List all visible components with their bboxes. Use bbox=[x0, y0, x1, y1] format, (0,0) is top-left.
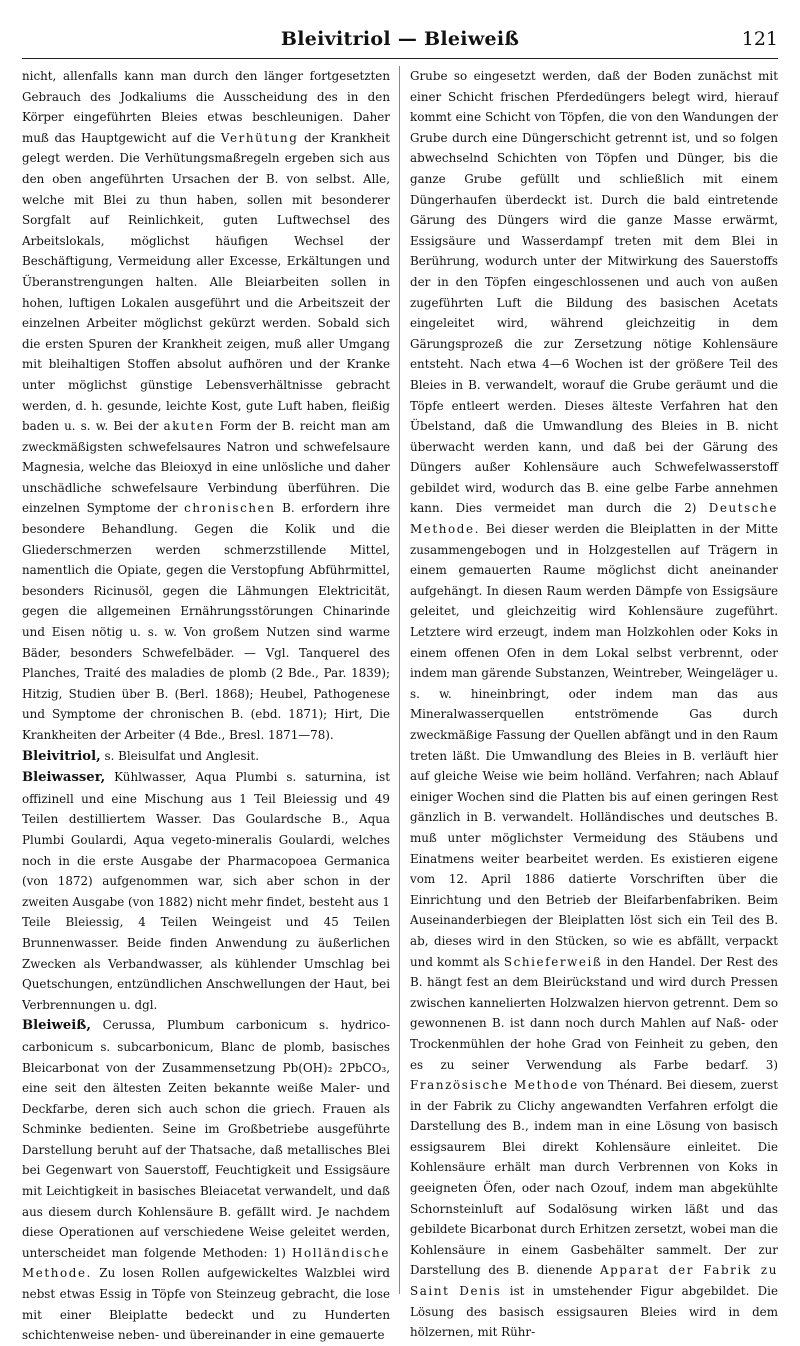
headword: Bleiweiß, bbox=[22, 1018, 91, 1034]
entry-bleiweiss-continued bbox=[410, 66, 778, 1343]
text-run: Bei dieser werden die Bleiplatten in der Mitte zusammengebogen und in Holzgestellen auf Trägern in einem gemauerten Raume möglichst dicht aneinander aufgehängt. In diesen Raum werden Dämpfe von Essigsäure geleitet, und gleichzeitig wird Kohlensäure zugeführt. Letztere wird erzeugt, indem man Holzkohlen oder Koks in einem offenen Ofen in dem Lokal selbst verbrennt, oder indem man gärende Substanzen, Weintreber, Weingeläger u. s. w. hineinbringt, oder indem man das aus Mineralwasserquellen entströmende Gas durch zweckmäßige Fassung der Quellen abfängt und in den Raum treten läßt. Die Umwandlung des Bleies in B. verläuft hier auf gleiche Weise wie beim holländ. Verfahren; nach Ablauf einiger Wochen sind die Platten bis auf einen geringen Rest gänzlich in B. verwandelt. Holländisches und deutsches B. muß unter möglichster Vermeidung des Stäubens und Einatmens weiter bearbeitet werden. Es existieren eigene vom 12. April 1886 datierte Vorschriften über die Einrichtung und den Betrieb der Bleifarbenfabriken. Beim Auseinanderbiegen der Bleiplatten löst sich ein Teil des B. ab, dieses wird in den Stücken, so wie es abfällt, verpackt und kommt als bbox=[410, 522, 778, 969]
right-column bbox=[410, 66, 778, 1340]
text-run: ist in umstehender Figur abgebildet. Die Lösung des basisch essigsauren Bleies wird in dem hölzernen, mit Rühr- bbox=[410, 1284, 778, 1340]
spaced-emphasis: akuten bbox=[163, 419, 215, 434]
entry-bleivitriol bbox=[22, 746, 390, 768]
running-head: Bleivitriol — Bleiweiß bbox=[280, 28, 520, 50]
text-run: von Thénard. Bei diesem, zuerst in der Fabrik zu Clichy angewandten Verfahren erfolgt die Darstellung des B., indem man in eine Lösung von basisch essigsaurem Blei direkt Kohlensäure einleitet. Die Kohlensäure erhält man durch Verbrennen von Koks in geeigneten Öfen, oder nach Ozouf, indem man abgekühlte Schornsteinluft auf Sodalösung wirken läßt und das gebildete Bicarbonat durch Erhitzen zersetzt, wobei man die Kohlensäure in einem Gasbehälter sammelt. Der zur Darstellung des B. dienende bbox=[410, 1078, 778, 1278]
text-run: in den Handel. Der Rest des B. hängt fest an dem Bleirückstand und wird durch Pressen zwischen kannelierten Holzwalzen hiervon getrennt. Dem so gewonnenen B. ist dann noch durch Mahlen auf Naß- oder Trockenmühlen der hohe Grad von Feinheit zu geben, den es zu seiner Verwendung als Farbe bedarf. 3) bbox=[410, 954, 778, 1072]
text-run: Form der B. reicht man am zweckmäßigsten schwefelsaures Natron und schwefelsaure Magnesia, welche das Bleioxyd in eine unlösliche und daher unschädliche schwefelsaure Verbindung überführen. Die einzelnen Symptome der bbox=[22, 419, 390, 516]
text-run: nicht, allenfalls kann man durch den länger fortgesetzten Gebrauch des Jodkaliums die Ausscheidung des in den Körper eingeführten Bleies etwas beschleunigen. Daher muß das Hauptgewicht auf die bbox=[22, 69, 390, 145]
headword: Bleiwasser, bbox=[22, 770, 106, 786]
spaced-emphasis: Schieferweiß bbox=[503, 954, 603, 969]
spaced-emphasis: Französische Methode bbox=[410, 1078, 579, 1093]
text-run: Cerussa, Plumbum carbonicum s. hydrico-carbonicum s. subcarbonicum, Blanc de plomb, basisches Bleicarbonat von der Zusammensetzung Pb(OH)₂ 2PbCO₃, eine seit den ältesten Zeiten bekannte weiße Maler- und Deckfarbe, deren sich auch schon die griech. Frauen als Schminke bedienten. Seine im Großbetriebe ausgeführte Darstellung beruht auf der Thatsache, daß metallisches Blei bei Gegenwart von Sauerstoff, Feuchtigkeit und Essigsäure mit Leichtigkeit in basisches Bleiacetat verwandelt, und daß aus diesem durch Kohlensäure B. gefällt wird. Je nachdem diese Operationen auf verschiedene Weise geleitet werden, unterscheidet man folgende Methoden: 1) bbox=[22, 1018, 390, 1260]
spaced-emphasis: Deutsche Methode. bbox=[410, 501, 778, 537]
entry-bleivergiftung-continued bbox=[22, 66, 390, 746]
page-number: 121 bbox=[741, 28, 778, 50]
spaced-emphasis: Verhütung bbox=[220, 130, 299, 145]
entry-bleiweiss bbox=[22, 1015, 390, 1346]
headword: Bleivitriol, bbox=[22, 748, 101, 764]
text-run: Grube so eingesetzt werden, daß der Boden zunächst mit einer Schicht frischen Pferdedüngers belegt wird, hierauf kommt eine Schicht von Töpfen, die von den Wandungen der Grube durch eine Düngerschicht getrennt ist, und so folgen abwechselnd Schichten von Töpfen und Dünger, bis die ganze Grube gefüllt und schließlich mit einem Düngerhaufen überdeckt ist. Durch die bald eintretende Gärung des Düngers wird die ganze Masse erwärmt, Essigsäure und Wasserdampf treten mit dem Blei in Berührung, wodurch unter der Mitwirkung des Sauerstoffs der in den Töpfen eingeschlossenen und auch von außen zugeführten Luft die Bildung des basischen Acetats eingeleitet wird, während gleichzeitig in dem Gärungsprozeß die zur Zersetzung nötige Kohlensäure entsteht. Nach etwa 4—6 Wochen ist der größere Teil des Bleies in B. verwandelt, worauf die Grube geräumt und die Töpfe entleert werden. Dieses älteste Verfahren hat den Übelstand, daß die Umwandlung des Bleies in B. nicht überwacht werden kann, und daß bei der Gärung des Düngers außer Kohlensäure auch Schwefelwasserstoff gebildet wird, wodurch das B. eine gelbe Farbe annehmen kann. Dies vermeidet man durch die 2) bbox=[410, 69, 778, 516]
spaced-emphasis: chronischen bbox=[184, 501, 276, 516]
text-run: s. Bleisulfat und Anglesit. bbox=[100, 748, 259, 763]
entry-bleiwasser bbox=[22, 767, 390, 1015]
page-header bbox=[22, 22, 778, 59]
spaced-emphasis: Apparat der Fabrik zu Saint Denis bbox=[410, 1263, 778, 1299]
text-run: der Krankheit gelegt werden. Die Verhütungsmaßregeln ergeben sich aus den oben angeführten Ursachen der B. von selbst. Alle, welche mit Blei zu thun haben, sollen mit besonderer Sorgfalt auf Reinlichkeit, guten Luftwechsel des Arbeitslokals, möglichst häufigen Wechsel der Beschäftigung, Vermeidung aller Excesse, Erkältungen und Überanstrengungen halten. Alle Bleiarbeiten sollen in hohen, luftigen Lokalen ausgeführt und die Arbeitszeit der einzelnen Arbeiter möglichst gekürzt werden. Sobald sich die ersten Spuren der Krankheit zeigen, muß aller Umgang mit bleihaltigen Stoffen absolut aufhören und der Kranke unter möglichst günstige Lebensverhältnisse gebracht werden, d. h. gesunde, leichte Kost, gute Luft haben, fleißig baden u. s. w. Bei der bbox=[22, 130, 390, 434]
left-column bbox=[22, 66, 390, 1343]
text-run: B. erfordern ihre besondere Behandlung. Gegen die Kolik und die Gliederschmerzen werden schmerzstillende Mittel, namentlich die Opiate, gegen die Verstopfung Abführmittel, besonders Ricinusöl, gegen die Lähmungen Elektricität, gegen die allgemeinen Ernährungsstörungen Chinarinde und Eisen nötig u. s. w. Von großem Nutzen sind warme Bäder, besonders Schwefelbäder. — Vgl. Tanquerel des Planches, Traité des maladies de plomb (2 Bde., Par. 1839); Hitzig, Studien über B. (Berl. 1868); Heubel, Pathogenese und Symptome der chronischen B. (ebd. 1871); Hirt, Die Krankheiten der Arbeiter (4 Bde., Bresl. 1871—78). bbox=[22, 501, 390, 742]
text-run: Zu losen Rollen aufgewickeltes Walzblei wird nebst etwas Essig in Töpfe von Steinzeug gebracht, die lose mit einer Bleiplatte bedeckt und zu Hunderten schichtenweise neben- und übereinander in eine gemauerte bbox=[22, 1266, 390, 1343]
column-divider bbox=[399, 66, 400, 1294]
spaced-emphasis: Holländische Methode. bbox=[22, 1245, 390, 1281]
text-run: Kühlwasser, Aqua Plumbi s. saturnina, ist offizinell und eine Mischung aus 1 Teil Bleiessig und 49 Teilen destilliertem Wasser. Das Goulardsche B., Aqua Plumbi Goulardi, Aqua vegeto-mineralis Goulardi, welches noch in die erste Ausgabe der Pharmacopoea Germanica (von 1872) aufgenommen war, sich aber schon in der zweiten Ausgabe (von 1882) nicht mehr findet, besteht aus 1 Teile Bleiessig, 4 Teilen Weingeist und 45 Teilen Brunnenwasser. Beide finden Anwendung zu äußerlichen Zwecken als Verbandwasser, als kühlender Umschlag bei Quetschungen, entzündlichen Anschwellungen der Haut, bei Verbrennungen u. dgl. bbox=[22, 770, 390, 1012]
